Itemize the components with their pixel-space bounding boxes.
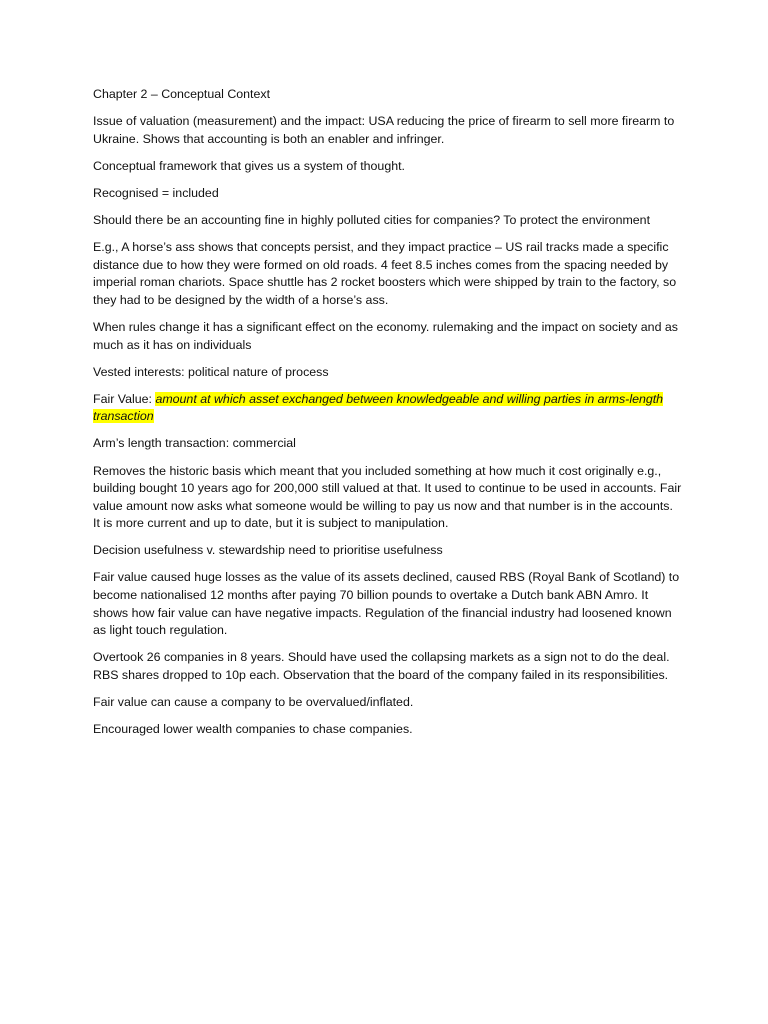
paragraph-accounting-fine: Should there be an accounting fine in highly polluted cities for companies? To protect the environment: [93, 212, 651, 227]
paragraph-vested-interests: Vested interests: political nature of process: [93, 364, 329, 379]
chapter-heading: Chapter 2 – Conceptual Context: [93, 87, 271, 101]
document-body: [93, 86, 683, 748]
paragraph-overvalued: Fair value can cause a company to be overvalued/inflated.: [93, 695, 414, 710]
fair-value-definition-highlight: amount at which asset exchanged between knowledgeable and willing parties in arms-length transaction: [93, 391, 664, 424]
paragraph-historic-basis: Removes the historic basis which meant that you included something at how much it cost originally e.g., building bought 10 years ago for 200,000 still valued at that. It used to continue to be used in accounts. Fair value amount now asks what someone would be willing to pay us now and that number is in the accounts. It is more current and up to date, but it is subject to manipulation.: [93, 463, 682, 531]
paragraph-arms-length: Arm’s length transaction: commercial: [93, 436, 296, 451]
paragraph-lower-wealth: Encouraged lower wealth companies to chase companies.: [93, 722, 413, 737]
paragraph-valuation-issue: Issue of valuation (measurement) and the impact: USA reducing the price of firearm to sell more firearm to Ukraine. Shows that accounting is both an enabler and infringer.: [93, 114, 675, 146]
paragraph-decision-usefulness: Decision usefulness v. stewardship need to prioritise usefulness: [93, 543, 443, 558]
paragraph-recognised: Recognised = included: [93, 185, 219, 200]
fair-value-label: Fair Value:: [93, 391, 156, 406]
paragraph-horse-example: E.g., A horse’s ass shows that concepts persist, and they impact practice – US rail tracks made a specific distance due to how they were formed on old roads. 4 feet 8.5 inches comes from the spacing needed by imperial roman chariots. Space shuttle has 2 rocket boosters which were shipped by train to the factory, so they had to be designed by the width of a horse’s ass.: [93, 240, 677, 307]
paragraph-overtook-companies: Overtook 26 companies in 8 years. Should have used the collapsing markets as a sign not to do the deal. RBS shares dropped to 10p each. Observation that the board of the company failed in its responsibilities.: [93, 650, 670, 682]
paragraph-rules-change: When rules change it has a significant effect on the economy. rulemaking and the impact on society and as much as it has on individuals: [93, 319, 678, 352]
paragraph-conceptual-framework: Conceptual framework that gives us a system of thought.: [93, 158, 405, 173]
paragraph-fair-value: [93, 391, 683, 426]
paragraph-rbs-losses: Fair value caused huge losses as the value of its assets declined, caused RBS (Royal Bank of Scotland) to become nationalised 12 months after paying 70 billion pounds to overtake a Dutch bank ABN Amro. It shows how fair value can have negative impacts. Regulation of the financial industry had loosened known as light touch regulation.: [93, 570, 680, 638]
